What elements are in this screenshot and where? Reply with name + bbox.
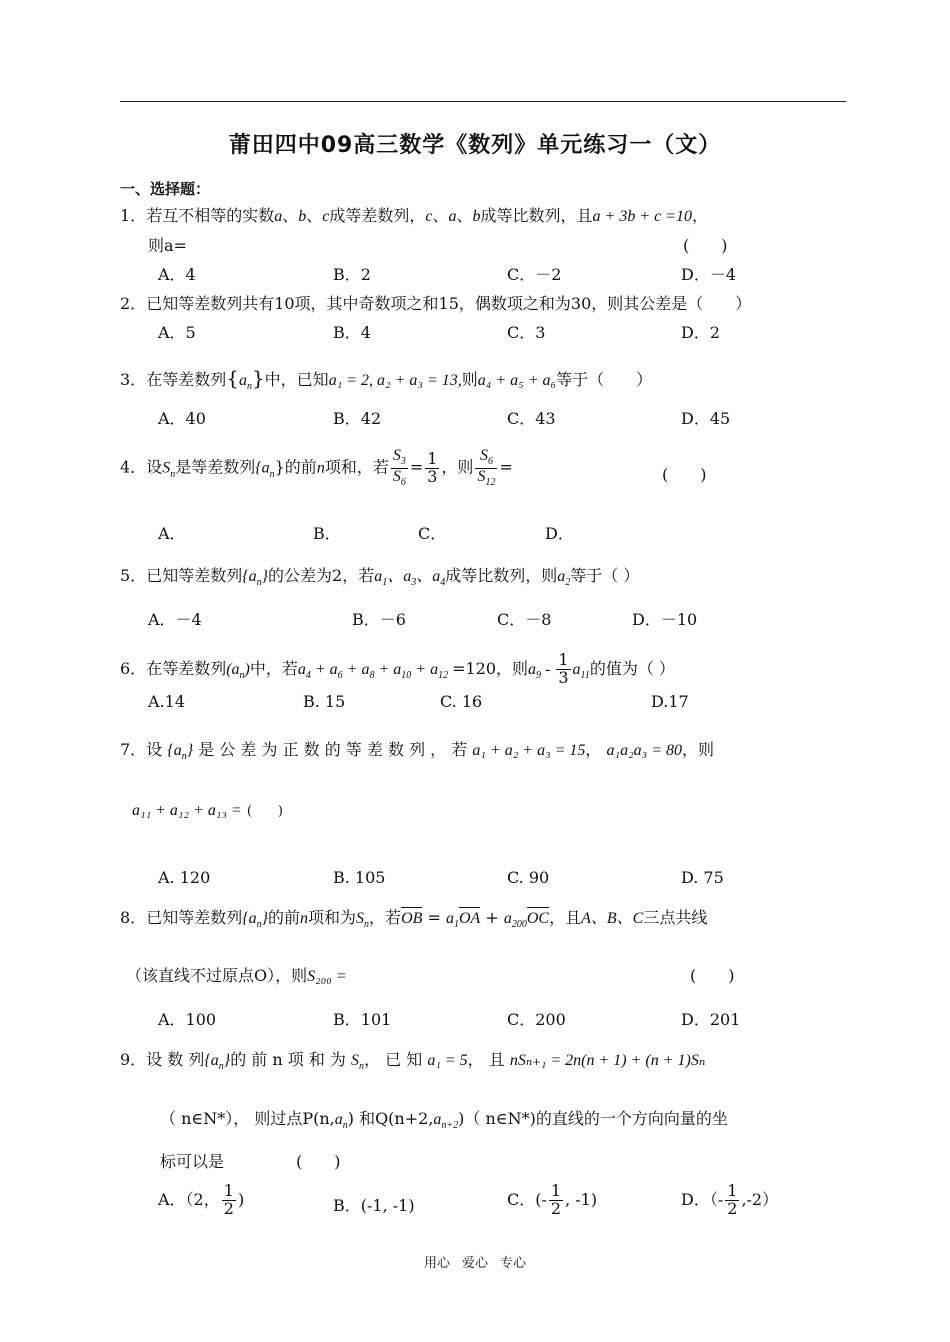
q9-stem (120, 1050, 705, 1073)
q5-option-c: C．－8 (497, 610, 552, 629)
q7-line2 (132, 800, 283, 820)
q6-a11: $a_{11}$ (572, 660, 590, 681)
q4-text-a: 设 (146, 457, 163, 477)
q5-option-b: B．－6 (352, 610, 406, 629)
q3-stem (120, 366, 652, 393)
q8-text-a: 已知等差数列 (146, 908, 243, 927)
q7-sequence: $\{a_n\}$ (167, 742, 194, 763)
q3-sequence: { (226, 366, 239, 390)
q7-stem (120, 740, 714, 763)
q3-condition: a₁ = 2, a₂ + a₃ = 13, (328, 372, 462, 389)
q9-option-a: A．（2， $\frac{1}{2}$ ) (158, 1181, 245, 1218)
q7-number: 7． (120, 740, 147, 759)
q3-seq-sub: n (246, 381, 252, 393)
q7-text-d: ，则 (682, 740, 715, 759)
q4-text-d: 项和，若 (324, 457, 389, 477)
q9-option-c-tail: , -1) (565, 1189, 598, 1209)
q3-option-d: D．45 (681, 409, 731, 428)
section-heading: 一、选择题： (120, 180, 211, 198)
q6-number: 6． (120, 658, 147, 678)
q1-condition: a + 3b + c =10 (592, 208, 693, 225)
q8-option-d: D．201 (681, 1010, 741, 1029)
q1-sep: 、 (456, 206, 473, 225)
footer-word: 爱心 (461, 1256, 488, 1271)
q7-expression: a₁₁ + a₁₂ + a₁₃ = (132, 802, 242, 819)
q6-sum: $a_4 + a_6 + a_8 + a_{10} + a_{12}$ (297, 660, 449, 681)
q7-option-a: A. 120 (158, 868, 211, 887)
q9-sequence: $\{a_n\}$ (204, 1052, 231, 1073)
q5-stem (120, 566, 639, 589)
q1-answer-paren: ( ) (683, 236, 728, 255)
q3-option-c: C．43 (507, 409, 556, 428)
q9-option-c-text: C．(- (507, 1189, 547, 1209)
q9-option-d-text: D．（- (681, 1189, 724, 1209)
q3-expression: a₄ + a₅ + a₆ (477, 372, 557, 389)
q1-option-b: B．2 (333, 265, 371, 284)
q9-an2: $a_{n+2}$ (433, 1111, 459, 1132)
q2-stem (120, 294, 751, 313)
q1-sep: 、 (432, 206, 449, 225)
q4-stem: 4．设$S_n$是等差数列$\{a_n\}$的前n项和，若 $\frac{S_3}{S_6}$ = $\frac{1}{3}$ ，则 $\frac{S_6}{S_{12}}$ = (120, 447, 513, 488)
q9-option-b: B．(-1, -1) (333, 1196, 415, 1215)
q5-a2: $a_2$ (557, 568, 571, 589)
q6-text-c: ，则 (496, 658, 529, 678)
q4-ratio-s3-s6: $\frac{S_3}{S_6}$ (392, 447, 406, 488)
q5-sequence: $\{a_n\}$ (242, 568, 269, 589)
q9-option-a-half: $\frac{1}{2}$ (223, 1181, 234, 1218)
header-rule (120, 101, 846, 102)
q7-condition-1: a₁ + a₂ + a₃ = 15 (472, 742, 586, 759)
q8-sn: $S_n$ (356, 910, 370, 931)
q2-number: 2． (120, 294, 147, 313)
q2-text: 已知等差数列共有10项，其中奇数项之和15，偶数项之和为30，则其公差是（ ） (146, 294, 752, 313)
q3-text-b: 中，已知 (264, 370, 329, 389)
q6-stem (120, 652, 675, 687)
q5-terms: $a_1$、$a_3$、$a_4$ (374, 568, 446, 589)
q6-fraction-one-third: $\frac{1}{3}$ (558, 650, 569, 687)
q1-text-b: 成等差数列， (329, 206, 426, 225)
q8-text-c: 项和为 (308, 908, 357, 927)
q1-option-d: D．－4 (681, 265, 737, 284)
q4-option-b: B． (313, 524, 341, 543)
q8-option-b: B．101 (333, 1010, 392, 1029)
q4-option-d: D． (545, 524, 574, 543)
q3-text-d: 等于（ ） (556, 370, 653, 389)
q6-option-d: D.17 (651, 692, 689, 711)
q4-option-c: C． (418, 524, 447, 543)
q4-seq-var: {a (255, 459, 270, 477)
q8-vector-oc: OC (527, 907, 549, 928)
q1-var-a: a (274, 208, 283, 225)
q9-option-a-text: A．（2， (158, 1189, 220, 1209)
q9-answer-paren: ( ) (296, 1152, 341, 1171)
q4-number: 4． (120, 457, 147, 477)
q6-text-a: 在等差数列 (146, 658, 227, 678)
q1-option-c: C．－2 (507, 265, 562, 284)
q5-text-c: 成等比数列，则 (445, 566, 558, 585)
q1-line2: 则a= (148, 236, 187, 255)
q8-points: A、B、C (581, 910, 644, 927)
q1-var-b2: b (472, 208, 481, 225)
q3-text-a: 在等差数列 (146, 370, 227, 389)
q8-n: n (300, 910, 309, 927)
q8-a200: $a_{200}$ (503, 910, 527, 931)
q1-var-a2: a (448, 208, 457, 225)
footer-word: 专心 (500, 1256, 527, 1271)
q9-an: $a_n$ (334, 1111, 348, 1132)
q4-fraction-one-third: $\frac{1}{3}$ (427, 448, 438, 486)
q1-number: 1． (120, 206, 147, 225)
q9-text-b: 的 前 n 项 和 为 (230, 1050, 346, 1069)
q3-option-b: B．42 (333, 409, 382, 428)
q1-sep: 、 (282, 206, 299, 225)
q6-option-a: A.14 (148, 692, 185, 711)
q9-option-d-tail: ,-2） (741, 1189, 779, 1209)
q2-option-c: C．3 (507, 323, 546, 342)
q4-text-c: }的前 (274, 457, 317, 477)
q9-text-a: 设 数 列 (146, 1050, 205, 1069)
q8-number: 8． (120, 908, 147, 927)
q9-option-c-half: $\frac{1}{2}$ (550, 1181, 562, 1218)
q4-text-b: 是等差数列 (175, 457, 256, 477)
q1-text-c: 成等比数列，且 (480, 206, 593, 225)
q5-text-d: 等于（ ） (570, 566, 640, 585)
q9-line2-b: ) 和Q(n+2, (347, 1109, 434, 1128)
page-title: 莆田四中09高三数学《数列》单元练习一（文） (228, 133, 722, 158)
q3-brace-close: } (251, 366, 265, 390)
q9-line2-c: )（ n∈N*)的直线的一个方向向量的坐 (458, 1109, 728, 1128)
q9-text-c: ， 已 知 (364, 1050, 423, 1069)
q5-option-d: D．－10 (632, 610, 698, 629)
q5-text-b: 的公差为2，若 (268, 566, 375, 585)
q4-sum-var: S (162, 459, 171, 477)
q9-option-d (681, 1183, 778, 1218)
q4-ratio-s6-s12: $\frac{S_6}{S_{12}}$ (477, 447, 496, 488)
q1-sep: 、 (306, 206, 323, 225)
q2-option-d: D．2 (681, 323, 721, 342)
q8-text-b: 的前 (268, 908, 301, 927)
q6-option-c: C. 16 (440, 692, 483, 711)
q1-tail: ， (692, 206, 709, 225)
q3-number: 3． (120, 370, 147, 389)
q5-option-a: A．－4 (148, 610, 202, 629)
q8-sequence: $\{a_n\}$ (242, 910, 269, 931)
q8-vector-ob: OB (401, 907, 422, 928)
q7-option-d: D. 75 (681, 868, 724, 887)
q1-text-a: 若互不相等的实数 (146, 206, 275, 225)
q2-option-a: A．5 (158, 323, 196, 342)
q3-option-a: A．40 (158, 409, 206, 428)
q8-a1: $a_1$ (445, 910, 459, 931)
q1-var-b: b (298, 208, 307, 225)
q9-option-d-half: $\frac{1}{2}$ (727, 1181, 738, 1218)
q8-line2 (126, 966, 347, 986)
q4-n: n (316, 459, 325, 477)
q8-text-g: 三点共线 (643, 908, 708, 927)
q7-text-b: 是 公 差 为 正 数 的 等 差 数 列 ， 若 (198, 740, 468, 759)
q7-option-c: C. 90 (507, 868, 550, 887)
q3-text-c: 则 (461, 370, 478, 389)
q6-text-b: 中，若 (249, 658, 298, 678)
q9-line2 (160, 1109, 728, 1132)
footer-word: 用心 (423, 1256, 450, 1271)
q9-option-c (507, 1183, 597, 1218)
q8-answer-paren: ( ) (690, 966, 735, 985)
q5-text-a: 已知等差数列 (146, 566, 243, 585)
q8-option-a: A．100 (158, 1010, 217, 1029)
q9-condition-2: nSₙ₊₁ = 2n(n + 1) + (n + 1)Sₙ (509, 1052, 706, 1069)
q6-option-b: B. 15 (303, 692, 346, 711)
q2-option-b: B．4 (333, 323, 371, 342)
q8-vector-oa: OA (459, 907, 480, 928)
q6-text-d: 的值为（ ） (589, 658, 675, 678)
q9-number: 9． (120, 1050, 147, 1069)
q1-stem (120, 206, 708, 226)
page-footer (0, 1252, 950, 1271)
q4-option-a: A． (158, 524, 186, 543)
q7-condition-2: a₁a₂a₃ = 80 (606, 742, 683, 759)
q9-sn: $S_n$ (351, 1052, 365, 1073)
q4-sum-sub: n (170, 468, 176, 480)
q8-line2-text: （该直线不过原点O），则 (126, 966, 308, 985)
q8-text-d: ，若 (369, 908, 402, 927)
q7-text-a: 设 (146, 740, 163, 759)
q3-seq-var: a (238, 372, 247, 389)
q1-option-a: A．4 (158, 265, 196, 284)
q8-text-e: ，且 (549, 908, 582, 927)
q4-text-e: ，则 (441, 457, 474, 477)
q8-s200: S₂₀₀ = (307, 968, 347, 985)
q6-expression: $a_9$ - (528, 660, 555, 681)
q9-line2-a: （ n∈N*）， 则过点P(n, (160, 1109, 335, 1128)
q6-sequence: $(a_n)$ (226, 660, 250, 681)
q9-condition-1: a₁ = 5 (427, 1052, 468, 1069)
q1-var-c2: c (425, 208, 433, 225)
q7-option-b: B. 105 (333, 868, 386, 887)
q6-condition: =120 (452, 658, 497, 678)
q9-text-d: ， 且 (467, 1050, 505, 1069)
q4-seq-sub: n (269, 468, 275, 480)
q1-var-c: c (322, 208, 330, 225)
q4-answer-paren: ( ) (662, 465, 707, 484)
q8-option-c: C．200 (507, 1010, 566, 1029)
q5-number: 5． (120, 566, 147, 585)
q7-answer-paren: ( ) (246, 804, 284, 819)
q9-line3: 标可以是 (160, 1152, 225, 1171)
q8-stem: 8．已知等差数列$\{a_n\}$的前n项和为$S_n$，若OB = $a_1OA + a_{200}OC$，且A、B、C三点共线 (120, 908, 708, 931)
q7-text-c: ， (585, 740, 602, 759)
